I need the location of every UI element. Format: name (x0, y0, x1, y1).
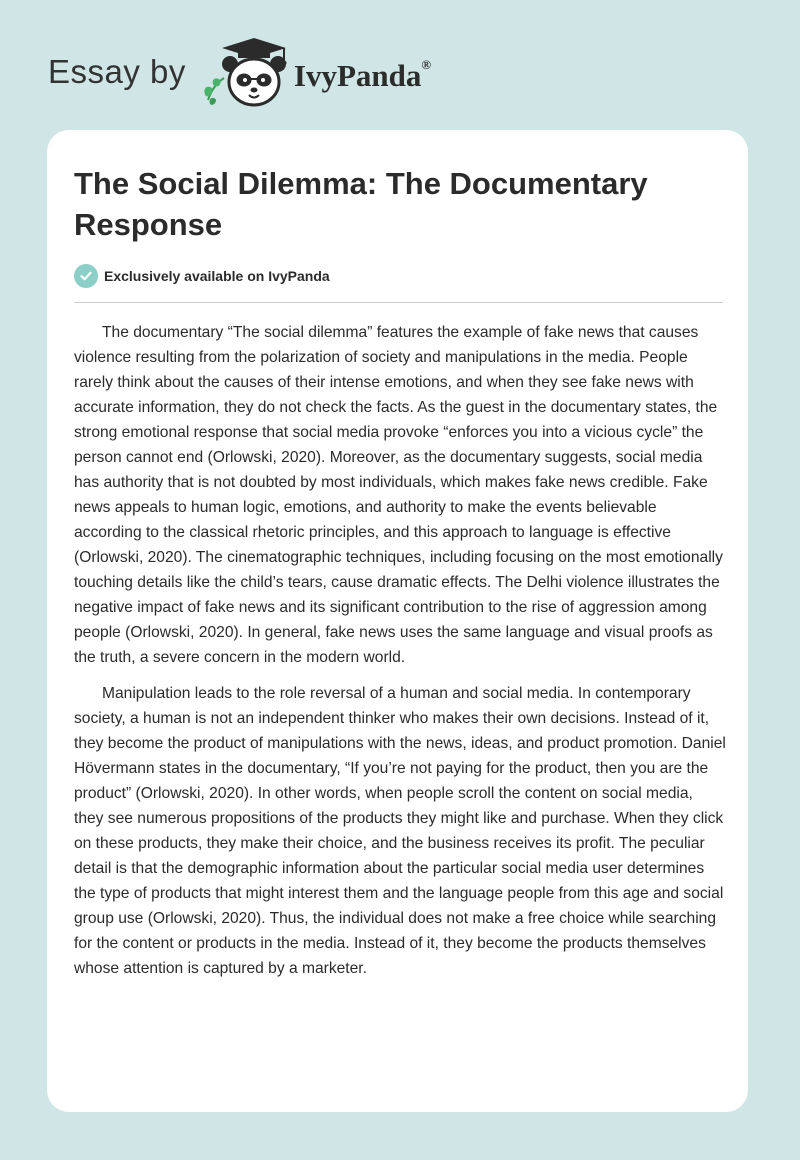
article-card (47, 130, 748, 1112)
registered-mark: ® (421, 56, 432, 72)
paragraph: Manipulation leads to the role reversal of a human and social media. In contemporary society, a human is not an independent thinker who makes their own decisions. Instead of it, they become the product of manipulations with the news, ideas, and product promotion. Daniel Hövermann states in the documentary, “If you’re not paying for the product, then you are the product” (Orlowski, 2020). In other words, when people scroll the content on social media, they see numerous propositions of the products they might like and purchase. When they click on these products, they make their choice, and the business receives its profit. The peculiar detail is that the demographic information about the particular social media user determines the type of products that might interest them and the language people from this age and social group use (Orlowski, 2020). Thus, the individual does not make a free choice while searching for the content or products in the media. Instead of it, they become the products themselves whose attention is captured by a marketer. (74, 685, 726, 977)
site-header (48, 36, 508, 108)
check-icon (74, 264, 98, 288)
essay-by-label: Essay by (48, 53, 186, 90)
divider (74, 302, 723, 303)
brand-name[interactable] (294, 58, 431, 94)
paragraph: The documentary “The social dilemma” features the example of fake news that causes violence resulting from the polarization of society and manipulations in the media. People rarely think about the causes of their intense emotions, and when they see fake news with accurate information, they do not check the facts. As the guest in the documentary states, the strong emotional response that social media provoke “enforces you into a vicious cycle” the person cannot end (Orlowski, 2020). Moreover, as the documentary suggests, social media has authority that is not doubted by most individuals, which makes fake news credible. Fake news appeals to human logic, emotions, and authority to make the events believable according to the classical rhetoric principles, and this approach to language is effective (Orlowski, 2020). The cinematographic techniques, including focusing on the most emotionally touching details like the child’s tears, cause dramatic effects. The Delhi violence illustrates the negative impact of fake news and its significant contribution to the rise of aggression among people (Orlowski, 2020). In general, fake news uses the same language and visual proofs as the truth, a severe concern in the modern world. (74, 324, 723, 666)
article-title: The Social Dilemma: The Documentary Response (74, 166, 648, 242)
exclusive-label: Exclusively available on IvyPanda (104, 268, 330, 284)
exclusive-badge (74, 264, 330, 288)
panda-logo-icon (200, 36, 288, 108)
brand-text: IvyPanda (293, 58, 422, 93)
article-body (74, 320, 726, 992)
